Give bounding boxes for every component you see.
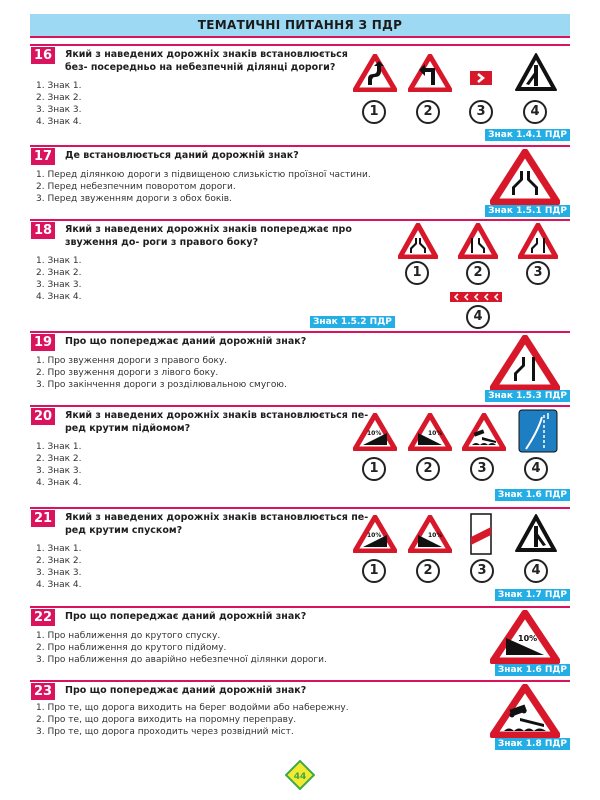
question-number: 16 [31,47,55,64]
answer-option[interactable]: 3. Знак 3. [36,466,82,476]
steep-ascent-sign [353,515,397,553]
answer-option[interactable]: 3. Перед звуженням дороги з обох боків. [36,194,232,204]
sign-number-circle: 3 [526,261,550,285]
road-narrows-both-sides-sign [490,149,560,205]
answer-option[interactable]: 1. Перед ділянкою дороги з підвищеною слизькістю проїзної частини. [36,170,371,180]
answer-list [36,543,82,591]
answer-list [36,80,82,128]
answer-option[interactable]: 2. Про наближення до крутого підйому. [36,643,227,653]
question-divider [30,44,570,46]
grade-label: 10% [518,634,538,643]
road-junction-sign [514,52,558,92]
reference-badge: Знак 1.8 ПДР [495,738,570,750]
dangerous-curves-sign [353,54,397,92]
answer-option[interactable]: 1. Про те, що дорога виходить на берег водойми або набережну. [36,703,349,713]
answer-list [36,630,327,666]
question-number: 17 [31,148,55,165]
question-number: 18 [31,222,55,239]
sign-number-circle: 1 [362,457,386,481]
steep-descent-sign [408,413,452,451]
answer-option[interactable]: 4. Знак 4. [36,580,82,590]
question-21 [30,507,570,605]
lane-info-sign [518,409,558,453]
reference-badge: Знак 1.6 ПДР [495,664,570,676]
sign-number-circle: 2 [416,457,440,481]
question-number: 23 [31,683,55,700]
question-text: Де встановлюється даний дорожній знак? [65,150,299,161]
answer-option[interactable]: 1. Про звуження дороги з правого боку. [36,356,228,366]
question-22 [30,606,570,678]
sign-number-circle: 3 [470,559,494,583]
answer-option[interactable]: 2. Про звуження дороги з лівого боку. [36,368,219,378]
question-divider [30,606,570,608]
answer-option[interactable]: 4. Знак 4. [36,117,82,127]
waterfront-sign [462,413,506,451]
chevron-board-sign [450,292,502,302]
question-text: Про що попереджає даний дорожній знак? [65,611,307,622]
sign-number-circle: 1 [362,100,386,124]
question-text: Який з наведених дорожніх знаків встановлюється пе- ред крутим підйомом? [65,410,369,434]
reference-badge: Знак 1.7 ПДР [495,589,570,601]
sign-number-circle: 4 [466,305,490,329]
question-text: Який з наведених дорожніх знаків встановлюється пе- ред крутим спуском? [65,512,369,536]
question-divider [30,405,570,407]
answer-option[interactable]: 2. Знак 2. [36,93,82,103]
answer-list [36,169,371,205]
question-divider [30,219,570,221]
answer-option[interactable]: 1. Про наближення до крутого спуску. [36,631,221,641]
question-divider [30,331,570,333]
answer-option[interactable]: 2. Знак 2. [36,556,82,566]
answer-option[interactable]: 1. Знак 1. [36,442,82,452]
question-17 [30,145,570,217]
direction-chevron-sign [470,71,492,85]
question-text: Про що попереджає даний дорожній знак? [65,336,307,347]
question-number: 19 [31,334,55,351]
answer-option[interactable]: 1. Знак 1. [36,544,82,554]
turn-left-sign [408,54,452,92]
question-text: Який з наведених дорожніх знаків встановлюється без- посередньо на небезпечній ділянці дороги? [65,49,348,73]
sign-number-circle: 2 [416,100,440,124]
reference-badge: Знак 1.6 ПДР [495,489,570,501]
question-16 [30,44,570,144]
answer-option[interactable]: 3. Про закінчення дороги з розділювальною смугою. [36,380,287,390]
sign-number-circle: 3 [470,457,494,481]
reference-badge: Знак 1.5.1 ПДР [485,205,570,217]
answer-list [36,355,287,391]
question-number: 22 [31,609,55,626]
sign-number-circle: 4 [524,457,548,481]
road-narrows-left-sign [518,223,558,259]
answer-option[interactable]: 1. Знак 1. [36,256,82,266]
question-divider [30,507,570,509]
question-23 [30,680,570,752]
page-number: 44 [293,772,307,782]
grade-label: 10% [428,430,443,437]
answer-option[interactable]: 2. Знак 2. [36,268,82,278]
road-narrows-both-sides-sign [398,223,438,259]
question-text: Який з наведених дорожніх знаків попереджає про звуження до- роги з правого боку? [65,224,352,248]
answer-option[interactable]: 3. Про те, що дорога проходить через розвідний міст. [36,727,294,737]
answer-option[interactable]: 3. Знак 3. [36,568,82,578]
answer-list [36,255,82,303]
answer-option[interactable]: 3. Знак 3. [36,105,82,115]
steep-ascent-sign [353,413,397,451]
sign-number-circle: 3 [469,100,493,124]
answer-list [36,441,82,489]
sign-number-circle: 2 [416,559,440,583]
answer-option[interactable]: 3. Про наближення до аварійно небезпечної ділянки дороги. [36,655,327,665]
road-narrows-right-sign [458,223,498,259]
reference-badge: Знак 1.5.3 ПДР [485,390,570,402]
answer-option[interactable]: 2. Знак 2. [36,454,82,464]
question-divider [30,680,570,682]
grade-label: 10% [367,532,382,539]
page-title: ТЕМАТИЧНІ ПИТАННЯ З ПДР [197,18,403,32]
answer-option[interactable]: 2. Перед небезпечним поворотом дороги. [36,182,236,192]
steep-descent-sign [408,515,452,553]
direction-post-sign [470,513,492,555]
question-text: Про що попереджає даний дорожній знак? [65,685,307,696]
steep-descent-sign [490,610,560,664]
page-number-emblem [285,760,315,790]
answer-option[interactable]: 2. Про те, що дорога виходить на поромну переправу. [36,715,297,725]
grade-label: 10% [428,532,443,539]
question-number: 20 [31,408,55,425]
question-20 [30,405,570,505]
answer-option[interactable]: 3. Знак 3. [36,280,82,290]
sign-number-circle: 2 [466,261,490,285]
answer-option[interactable]: 4. Знак 4. [36,292,82,302]
question-18 [30,219,570,329]
sign-number-circle: 4 [523,100,547,124]
answer-option[interactable]: 4. Знак 4. [36,478,82,488]
question-number: 21 [31,510,55,527]
question-19 [30,331,570,403]
reference-badge: Знак 1.4.1 ПДР [485,129,570,141]
road-junction-sign [514,513,558,553]
waterfront-sign [490,684,560,738]
sign-number-circle: 4 [524,559,548,583]
reference-badge: Знак 1.5.2 ПДР [310,316,395,328]
grade-label: 10% [367,430,382,437]
road-narrows-left-sign [490,335,560,391]
answer-option[interactable]: 1. Знак 1. [36,81,82,91]
answer-list [36,702,349,738]
sign-number-circle: 1 [362,559,386,583]
sign-number-circle: 1 [405,261,429,285]
question-divider [30,145,570,147]
page-header [30,14,570,38]
